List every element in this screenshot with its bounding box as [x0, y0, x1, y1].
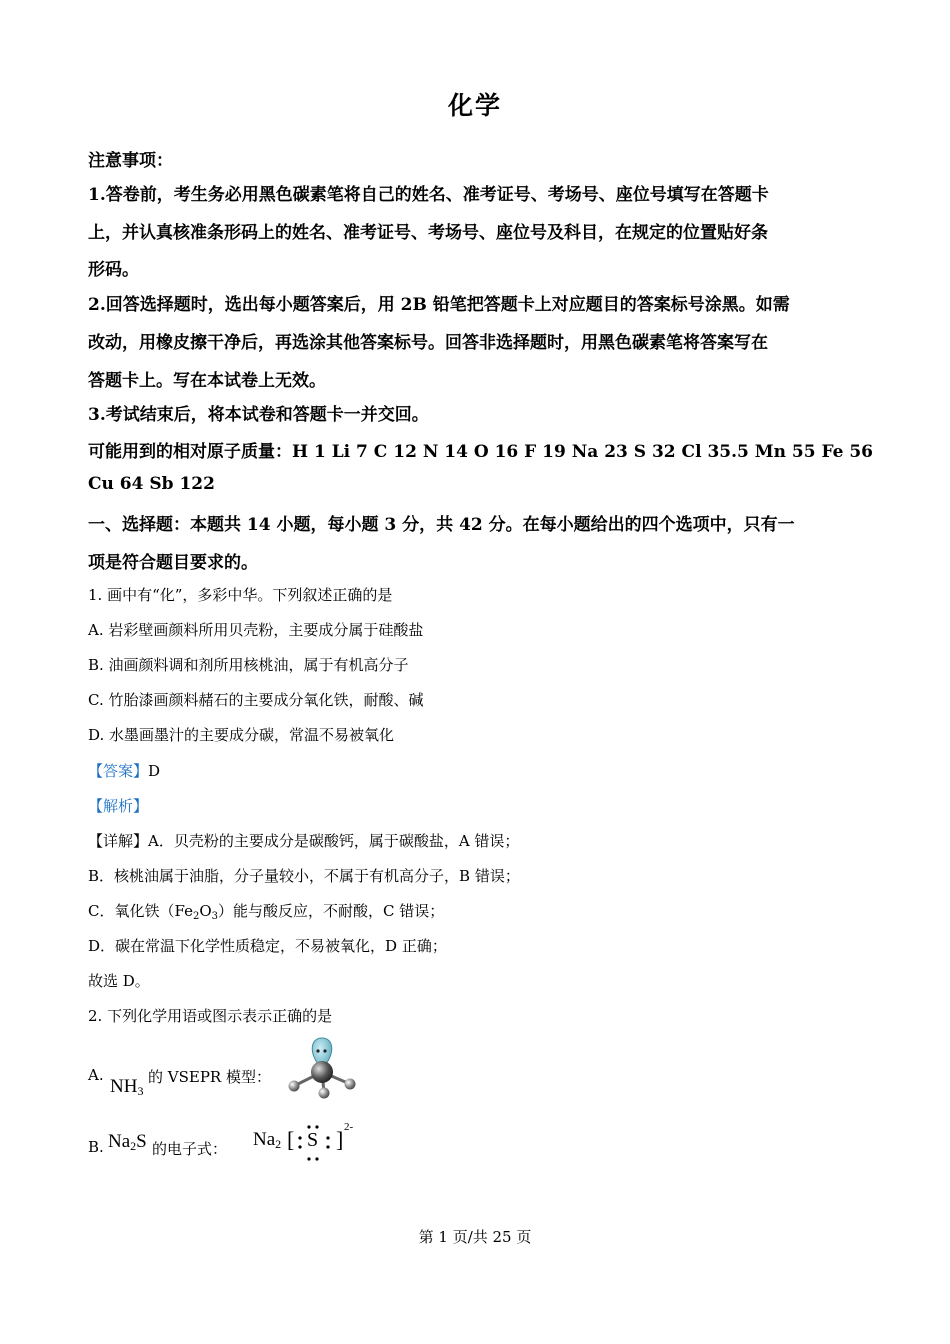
na2s-electron-formula: $Na_2$ [ S ] 2- [253, 1121, 363, 1165]
q1-detail-4: D．碳在常温下化学性质稳定，不易被氧化，D 正确； [88, 937, 447, 955]
section-heading-line-1: 一、选择题：本题共 14 小题，每小题 3 分，共 42 分。在每小题给出的四个选项中，只有一 [88, 515, 795, 535]
section-heading-line-2: 项是符合题目要求的。 [88, 553, 258, 573]
q2-option-b-text: 的电子式： [152, 1140, 228, 1158]
answer-tag: 【答案】 [88, 762, 149, 780]
na2s-formula: $Na_2S$ [108, 1131, 147, 1153]
vsepr-model-image [284, 1034, 364, 1100]
q1-option-d: D. 水墨画墨汁的主要成分碳，常温不易被氧化 [88, 726, 395, 744]
q1-detail-3: C．氧化铁$(Fe_2O_3)$能与酸反应，不耐酸，C 错误； [88, 902, 445, 922]
q2-option-a-label: A. [88, 1066, 104, 1084]
notice-line-6: 答题卡上。写在本试卷上无效。 [88, 371, 326, 391]
q1-option-c: C. 竹胎漆画颜料赭石的主要成分氧化铁，耐酸、碱 [88, 691, 424, 709]
q1-stem: 1. 画中有“化”，多彩中华。下列叙述正确的是 [88, 586, 393, 604]
analysis-tag: 【解析】 [88, 797, 149, 815]
left-bracket: [ [287, 1127, 295, 1152]
q2-option-a-text: 的 VSEPR 模型： [148, 1068, 271, 1086]
atomic-mass-line-1: 可能用到的相对原子质量：H 1 Li 7 C 12 N 14 O 16 F 19 Na 23 S 32 Cl 35.5 Mn 55 Fe 56 [88, 442, 873, 462]
q1-answer [88, 760, 160, 781]
right-bracket: ] [336, 1127, 344, 1152]
notice-line-7: 3.考试结束后，将本试卷和答题卡一并交回。 [88, 405, 429, 425]
notice-line-5: 改动，用橡皮擦干净后，再选涂其他答案标号。回答非选择题时，用黑色碳素笔将答案写在 [88, 333, 768, 353]
page-title: 化学 [447, 91, 502, 120]
notice-line-2: 上，并认真核准条形码上的姓名、准考证号、考场号、座位号及科目，在规定的位置贴好条 [88, 223, 768, 243]
nh3-formula: $NH_3$ [110, 1076, 144, 1098]
q1-conclusion: 故选 D。 [88, 972, 150, 990]
sulfur-symbol: S [307, 1129, 319, 1151]
q2-stem: 2. 下列化学用语或图示表示正确的是 [88, 1007, 333, 1025]
electron-dots [253, 1121, 363, 1165]
notice-heading: 注意事项： [88, 151, 173, 171]
q1-option-a: A. 岩彩壁画颜料所用贝壳粉，主要成分属于硅酸盐 [88, 621, 424, 639]
notice-line-4: 2.回答选择题时，选出每小题答案后，用 2B 铅笔把答题卡上对应题目的答案标号涂黑。如需 [88, 295, 790, 315]
q1-option-b: B. 油画颜料调和剂所用核桃油，属于有机高分子 [88, 656, 409, 674]
charge-label: 2- [344, 1121, 354, 1133]
notice-line-3: 形码。 [88, 260, 139, 280]
q1-detail-2: B．核桃油属于油脂，分子量较小，不属于有机高分子，B 错误； [88, 867, 520, 885]
notice-line-1: 1.答卷前，考生务必用黑色碳素笔将自己的姓名、准考证号、考场号、座位号填写在答题卡 [88, 185, 769, 205]
q1-detail-1: 【详解】A．贝壳粉的主要成分是碳酸钙，属于碳酸盐，A 错误； [88, 832, 520, 850]
answer-value: D [148, 762, 161, 780]
q2-option-b-label: B. [88, 1138, 104, 1156]
atomic-mass-line-2: Cu 64 Sb 122 [88, 474, 215, 494]
page-footer: 第 1 页/共 25 页 [418, 1228, 532, 1246]
